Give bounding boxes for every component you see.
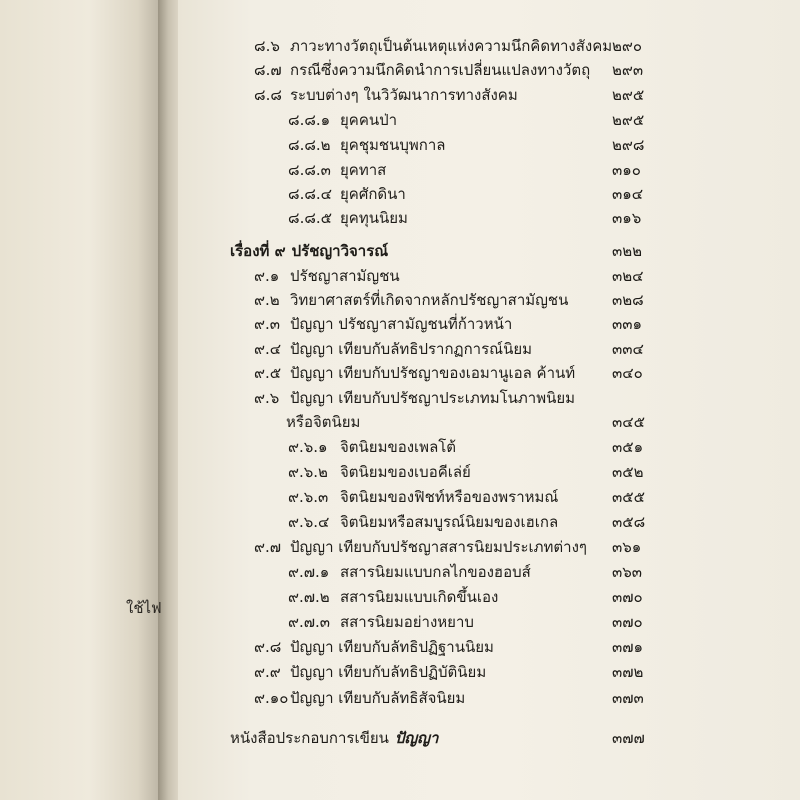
entry-page: ๓๓๔	[612, 340, 644, 358]
entry-title: ปัญญา เทียบกับลัทธิสัจนิยม	[290, 689, 466, 707]
entry-page: ๓๕๕	[612, 488, 645, 506]
entry-page: ๓๗๒	[612, 663, 644, 681]
entry-number: ๙.๔	[254, 340, 282, 358]
entry-number: ๙.๑๐	[254, 689, 289, 707]
entry-page: ๓๗๓	[612, 689, 644, 707]
entry-title: ภาวะทางวัตถุเป็นต้นเหตุแห่งความนึกคิดทางสังคม	[290, 37, 613, 55]
entry-page: ๓๔๕	[612, 413, 645, 431]
entry-number: ๙.๖	[254, 389, 280, 407]
entry-page: ๓๕๒	[612, 463, 644, 481]
entry-page: ๓๑๔	[612, 185, 644, 203]
entry-page: ๓๗๗	[612, 729, 645, 747]
entry-title: หรือจิตนิยม	[286, 413, 361, 431]
entry-number: ๙.๘	[254, 638, 282, 656]
entry-number: ๘.๖	[254, 37, 280, 55]
entry-number: ๘.๘.๔	[288, 185, 333, 203]
entry-page: ๓๗๑	[612, 638, 644, 656]
toc-entry	[254, 85, 518, 105]
entry-page: ๒๙๓	[612, 61, 644, 79]
entry-title: ยุคทาส	[340, 161, 387, 179]
entry-number: ๘.๘.๓	[288, 161, 331, 179]
toc-entry	[254, 266, 400, 286]
toc-entry	[254, 662, 486, 682]
toc-entry	[254, 637, 494, 657]
chapter-heading	[230, 241, 388, 261]
entry-page: ๒๙๘	[612, 136, 645, 154]
entry-page: ๓๖๑	[612, 538, 642, 556]
entry-number: ๙.๒	[254, 291, 280, 309]
entry-page: ๓๗๐	[612, 613, 643, 631]
toc-entry	[254, 36, 612, 56]
entry-page: ๒๙๕	[612, 111, 645, 129]
entry-title: สสารนิยมแบบกลไกของฮอบส์	[340, 563, 531, 581]
toc-entry	[288, 208, 408, 228]
entry-number: ๙.๗.๑	[288, 563, 330, 581]
entry-number: ๘.๘	[254, 86, 282, 104]
entry-page: ๓๒๒	[612, 242, 643, 260]
entry-title: ปัญญา เทียบกับลัทธิปรากฏการณ์นิยม	[290, 340, 532, 358]
entry-number: ๙.๙	[254, 663, 281, 681]
entry-title: ระบบต่างๆ ในวิวัฒนาการทางสังคม	[290, 86, 518, 104]
entry-number: ๙.๖.๔	[288, 513, 330, 531]
entry-title: ปัญญา ปรัชญาสามัญชนที่ก้าวหน้า	[290, 315, 513, 333]
toc-entry	[254, 314, 512, 334]
entry-title: ปัญญา เทียบกับปรัชญาของเอมานูเอล ค้านท์	[290, 364, 576, 382]
chapter-number: เรื่องที่ ๙	[230, 242, 286, 260]
bibliography-book-title: ปัญญา	[394, 729, 439, 747]
entry-number: ๙.๓	[254, 315, 281, 333]
toc-entry	[254, 388, 575, 408]
entry-number: ๙.๖.๓	[288, 488, 329, 506]
entry-page: ๒๙๐	[612, 37, 643, 55]
toc-entry	[288, 135, 445, 155]
entry-number: ๙.๕	[254, 364, 282, 382]
left-page-fragment: ใช้ไฟ	[126, 599, 162, 617]
toc-entry	[288, 110, 397, 130]
entry-title: ยุคศักดินา	[340, 185, 406, 203]
toc-entry	[288, 612, 474, 632]
toc-entry	[288, 184, 406, 204]
entry-page: ๓๕๑	[612, 438, 644, 456]
entry-number: ๙.๖.๒	[288, 463, 328, 481]
entry-page: ๓๒๘	[612, 291, 644, 309]
entry-title: วิทยาศาสตร์ที่เกิดจากหลักปรัชญาสามัญชน	[290, 291, 569, 309]
entry-title: สสารนิยมแบบเกิดขึ้นเอง	[340, 588, 499, 606]
entry-number: ๘.๗	[254, 61, 282, 79]
entry-title: ปัญญา เทียบกับลัทธิปฏิบัตินิยม	[290, 663, 487, 681]
entry-number: ๙.๗	[254, 538, 282, 556]
entry-number: ๘.๘.๕	[288, 209, 333, 227]
toc-entry	[288, 562, 531, 582]
chapter-title: ปรัชญาวิจารณ์	[291, 242, 389, 260]
entry-page: ๒๙๕	[612, 86, 645, 104]
toc-entry	[288, 587, 498, 607]
entry-number: ๘.๘.๑	[288, 111, 331, 129]
toc-entry	[254, 290, 568, 310]
toc-entry-continuation	[286, 412, 360, 432]
entry-title: ปรัชญาสามัญชน	[290, 267, 400, 285]
entry-page: ๓๕๘	[612, 513, 646, 531]
entry-title: กรณีซึ่งความนึกคิดนำการเปลี่ยนแปลงทางวัตถุ	[290, 61, 591, 79]
entry-title: จิตนิยมของเพลโต้	[340, 438, 457, 456]
entry-title: จิตนิยมของฟิชท์หรือของพราหมณ์	[340, 488, 559, 506]
toc-entry	[254, 339, 532, 359]
entry-title: จิตนิยมหรือสมบูรณ์นิยมของเฮเกล	[340, 513, 559, 531]
entry-page: ๓๗๐	[612, 588, 643, 606]
entry-page: ๓๓๑	[612, 315, 643, 333]
toc-entry	[254, 60, 590, 80]
toc-entry	[288, 487, 558, 507]
toc-entry	[288, 160, 386, 180]
toc-entry	[254, 363, 575, 383]
entry-number: ๙.๗.๓	[288, 613, 331, 631]
entry-title: ปัญญา เทียบกับปรัชญาสสารนิยมประเภทต่างๆ	[290, 538, 587, 556]
bibliography-label: หนังสือประกอบการเขียน	[230, 729, 389, 747]
toc-entry	[254, 537, 587, 557]
entry-page: ๓๔๐	[612, 364, 643, 382]
entry-title: ยุคคนป่า	[340, 111, 398, 129]
toc-entry	[288, 512, 558, 532]
entry-page: ๓๑๐	[612, 161, 641, 179]
entry-number: ๘.๘.๒	[288, 136, 331, 154]
entry-title: ยุคทุนนิยม	[340, 209, 408, 227]
toc-entry	[288, 437, 456, 457]
toc-entry	[288, 462, 471, 482]
toc-entry	[254, 688, 465, 708]
entry-page: ๓๒๔	[612, 267, 644, 285]
entry-number: ๙.๗.๒	[288, 588, 330, 606]
entry-page: ๓๑๖	[612, 209, 642, 227]
entry-page: ๓๖๓	[612, 563, 643, 581]
entry-title: ปัญญา เทียบกับปรัชญาประเภทมโนภาพนิยม	[290, 389, 576, 407]
entry-title: ยุคชุมชนบุพกาล	[340, 136, 446, 154]
entry-title: จิตนิยมของเบอคีเล่ย์	[340, 463, 471, 481]
entry-title: ปัญญา เทียบกับลัทธิปฏิฐานนิยม	[290, 638, 494, 656]
entry-number: ๙.๑	[254, 267, 280, 285]
entry-number: ๙.๖.๑	[288, 438, 328, 456]
entry-title: สสารนิยมอย่างหยาบ	[340, 613, 474, 631]
bibliography-entry	[230, 728, 438, 748]
